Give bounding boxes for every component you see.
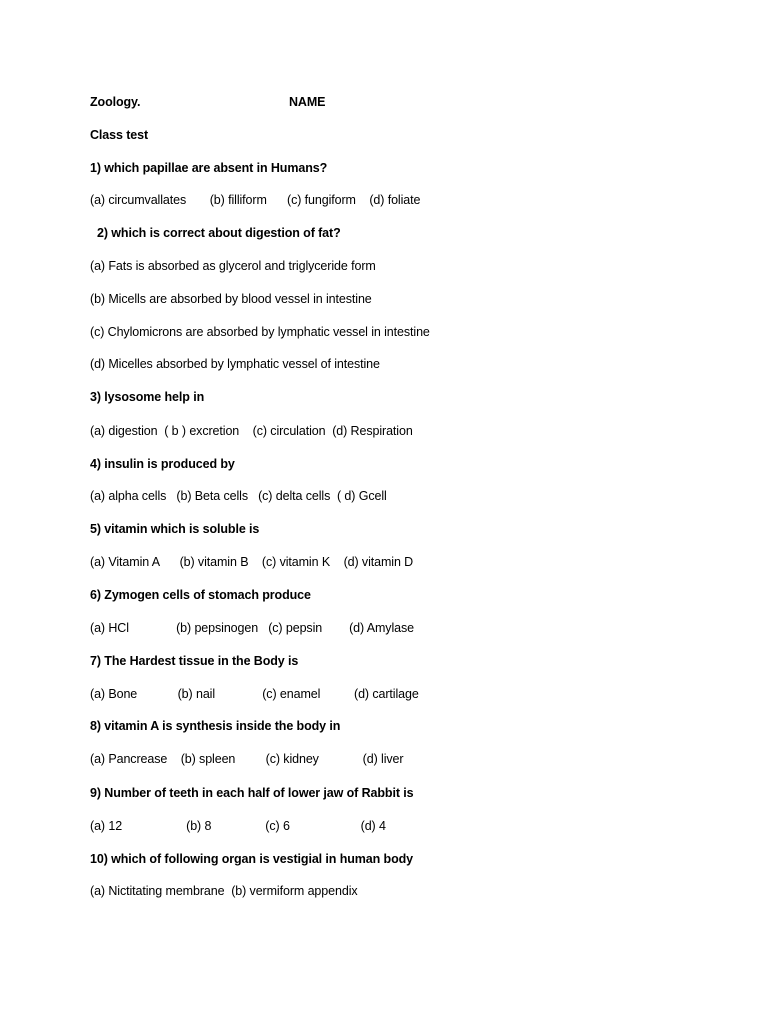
question-2-option-a: (a) Fats is absorbed as glycerol and triglyceride form bbox=[90, 259, 376, 273]
question-3-options: (a) digestion ( b ) excretion (c) circulation (d) Respiration bbox=[90, 424, 413, 438]
question-2-option-b: (b) Micells are absorbed by blood vessel in intestine bbox=[90, 292, 372, 306]
question-10-options: (a) Nictitating membrane (b) vermiform appendix bbox=[90, 884, 358, 898]
question-7: 7) The Hardest tissue in the Body is bbox=[90, 654, 299, 668]
question-7-options: (a) Bone (b) nail (c) enamel (d) cartilage bbox=[90, 687, 419, 701]
question-2-option-d: (d) Micelles absorbed by lymphatic vessel of intestine bbox=[90, 357, 380, 371]
name-label: NAME bbox=[289, 95, 326, 109]
question-1: 1) which papillae are absent in Humans? bbox=[90, 161, 328, 175]
question-6-options: (a) HCl (b) pepsinogen (c) pepsin (d) Amylase bbox=[90, 621, 414, 635]
question-9: 9) Number of teeth in each half of lower jaw of Rabbit is bbox=[90, 786, 414, 800]
question-8-options: (a) Pancrease (b) spleen (c) kidney (d) liver bbox=[90, 752, 404, 766]
question-8: 8) vitamin A is synthesis inside the body in bbox=[90, 719, 341, 733]
question-2-option-c: (c) Chylomicrons are absorbed by lymphatic vessel in intestine bbox=[90, 325, 430, 339]
question-10: 10) which of following organ is vestigial in human body bbox=[90, 852, 413, 866]
question-6: 6) Zymogen cells of stomach produce bbox=[90, 588, 311, 602]
question-2: 2) which is correct about digestion of fat? bbox=[97, 226, 341, 240]
question-3: 3) lysosome help in bbox=[90, 390, 205, 404]
test-type-heading: Class test bbox=[90, 128, 149, 142]
question-4-options: (a) alpha cells (b) Beta cells (c) delta cells ( d) Gcell bbox=[90, 489, 387, 503]
question-4: 4) insulin is produced by bbox=[90, 457, 235, 471]
question-5-options: (a) Vitamin A (b) vitamin B (c) vitamin K (d) vitamin D bbox=[90, 555, 414, 569]
question-9-options: (a) 12 (b) 8 (c) 6 (d) 4 bbox=[90, 819, 386, 833]
question-1-options: (a) circumvallates (b) filliform (c) fungiform (d) foliate bbox=[90, 193, 421, 207]
subject-heading: Zoology. bbox=[90, 95, 141, 109]
question-5: 5) vitamin which is soluble is bbox=[90, 522, 260, 536]
